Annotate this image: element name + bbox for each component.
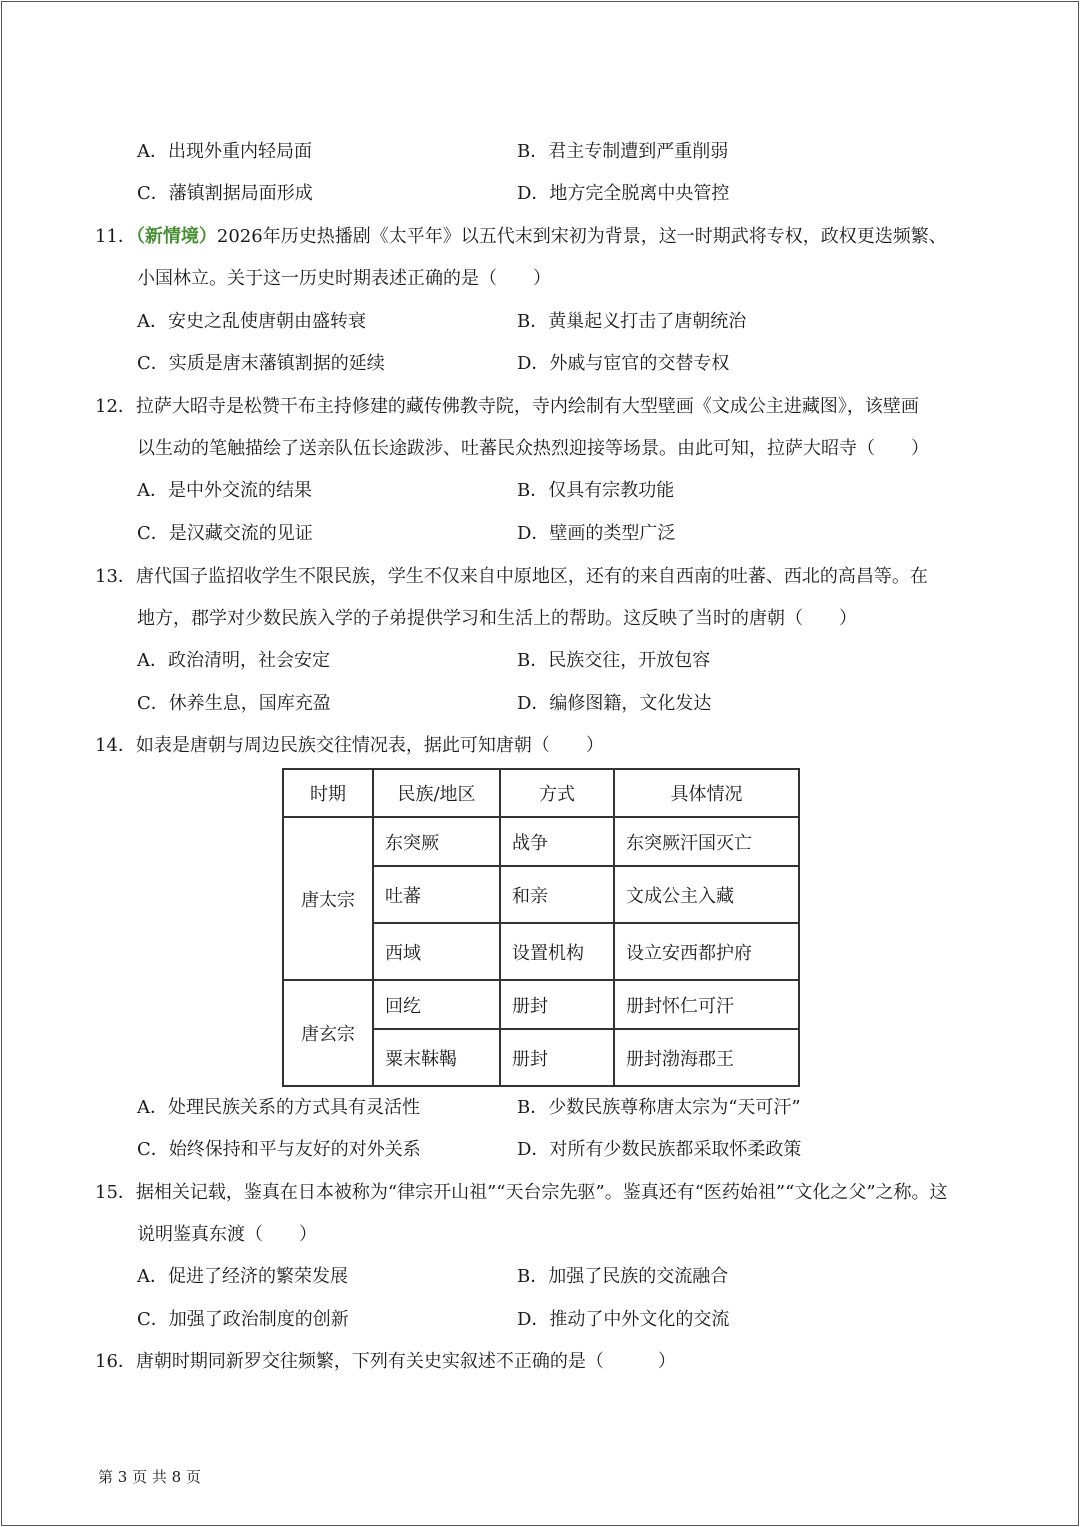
q12-stem-line2: 以生动的笔触描绘了送亲队伍长途跋涉、吐蕃民众热烈迎接等场景。由此可知，拉萨大昭寺（ ）	[137, 438, 929, 459]
table-row	[283, 817, 799, 866]
table-period-cell: 唐玄宗	[283, 980, 373, 1086]
q14-number: 14．	[95, 735, 136, 756]
table-cell: 册封渤海郡王	[614, 1029, 799, 1086]
exchange-table	[282, 768, 800, 1087]
table-period-cell: 唐太宗	[283, 817, 373, 980]
q16-stem-line1	[95, 1350, 676, 1374]
table-cell: 吐蕃	[373, 866, 500, 923]
q12-text1: 拉萨大昭寺是松赞干布主持修建的藏传佛教寺院，寺内绘制有大型壁画《文成公主进藏图》，该壁画	[135, 396, 919, 417]
q11-option-d: D．外戚与宦官的交替专权	[517, 353, 730, 374]
table-header-cell: 方式	[500, 769, 614, 817]
table-header-cell: 民族/地区	[373, 769, 500, 817]
q11-text1: 2026年历史热播剧《太平年》以五代末到宋初为背景，这一时期武将专权，政权更迭频繁、	[216, 226, 947, 247]
q15-number: 15．	[95, 1182, 136, 1203]
q13-stem-line2: 地方，郡学对少数民族入学的子弟提供学习和生活上的帮助。这反映了当时的唐朝（ ）	[137, 608, 857, 629]
table-cell: 回纥	[373, 980, 500, 1029]
table-cell: 粟末靺鞨	[373, 1029, 500, 1086]
q14-text1: 如表是唐朝与周边民族交往情况表，据此可知唐朝（ ）	[135, 735, 604, 756]
q15-option-b: B．加强了民族的交流融合	[517, 1266, 729, 1287]
q11-stem-line2: 小国林立。关于这一历史时期表述正确的是（ ）	[137, 268, 551, 289]
table-cell: 册封怀仁可汗	[614, 980, 799, 1029]
table-row	[283, 980, 799, 1029]
table-cell: 东突厥	[373, 817, 500, 866]
q11-option-a: A．安史之乱使唐朝由盛转衰	[137, 311, 366, 332]
q13-number: 13．	[95, 566, 136, 587]
q13-option-b: B．民族交往，开放包容	[517, 650, 711, 671]
q11-option-c: C．实质是唐末藩镇割据的延续	[137, 353, 385, 374]
q14-option-b: B．少数民族尊称唐太宗为“天可汗”	[517, 1097, 801, 1118]
table-cell: 西域	[373, 923, 500, 980]
q13-option-c: C．休养生息，国库充盈	[137, 693, 331, 714]
table-header-cell: 具体情况	[614, 769, 799, 817]
q15-stem-line1	[95, 1181, 948, 1205]
q14-option-c: C．始终保持和平与友好的对外关系	[137, 1139, 421, 1160]
q11-number: 11．	[95, 226, 136, 247]
q12-option-c: C．是汉藏交流的见证	[137, 523, 313, 544]
q15-text1: 据相关记载，鉴真在日本被称为“律宗开山祖”“天台宗先驱”。鉴真还有“医药始祖”“文化之父”之称。这	[135, 1182, 948, 1203]
q15-option-a: A．促进了经济的繁荣发展	[137, 1266, 348, 1287]
q11-stem-line1	[95, 225, 947, 249]
q12-option-a: A．是中外交流的结果	[137, 480, 312, 501]
q14-stem-line1	[95, 734, 604, 758]
table-cell: 设置机构	[500, 923, 614, 980]
q11-option-b: B．黄巢起义打击了唐朝统治	[517, 311, 747, 332]
q15-option-d: D．推动了中外文化的交流	[517, 1309, 730, 1330]
table-header-cell: 时期	[283, 769, 373, 817]
q14-option-a: A．处理民族关系的方式具有灵活性	[137, 1097, 420, 1118]
q13-text1: 唐代国子监招收学生不限民族，学生不仅来自中原地区，还有的来自西南的吐蕃、西北的高昌等。在	[135, 566, 928, 587]
q13-stem-line1	[95, 565, 928, 589]
q15-stem-line2: 说明鉴真东渡（ ）	[137, 1224, 317, 1245]
q16-number: 16．	[95, 1351, 136, 1372]
q11-tag: （新情境）	[135, 226, 217, 247]
table-cell: 战争	[500, 817, 614, 866]
table-cell: 册封	[500, 1029, 614, 1086]
q12-stem-line1	[95, 395, 919, 419]
q13-option-a: A．政治清明，社会安定	[137, 650, 330, 671]
table-cell: 设立安西都护府	[614, 923, 799, 980]
q16-text1: 唐朝时期同新罗交往频繁，下列有关史实叙述不正确的是（ ）	[135, 1351, 676, 1372]
q13-option-d: D．编修图籍，文化发达	[517, 693, 712, 714]
page-footer: 第 3 页 共 8 页	[98, 1468, 201, 1486]
table-cell: 东突厥汗国灭亡	[614, 817, 799, 866]
q12-option-d: D．壁画的类型广泛	[517, 523, 676, 544]
q12-number: 12．	[95, 396, 136, 417]
table-header-row	[283, 769, 799, 817]
q14-option-d: D．对所有少数民族都采取怀柔政策	[517, 1139, 802, 1160]
table-cell: 和亲	[500, 866, 614, 923]
table-cell: 文成公主入藏	[614, 866, 799, 923]
q10-option-c: C．藩镇割据局面形成	[137, 183, 313, 204]
q10-option-a: A．出现外重内轻局面	[137, 141, 312, 162]
q15-option-c: C．加强了政治制度的创新	[137, 1309, 349, 1330]
q10-option-d: D．地方完全脱离中央管控	[517, 183, 730, 204]
q12-option-b: B．仅具有宗教功能	[517, 480, 675, 501]
table-cell: 册封	[500, 980, 614, 1029]
q10-option-b: B．君主专制遭到严重削弱	[517, 141, 729, 162]
